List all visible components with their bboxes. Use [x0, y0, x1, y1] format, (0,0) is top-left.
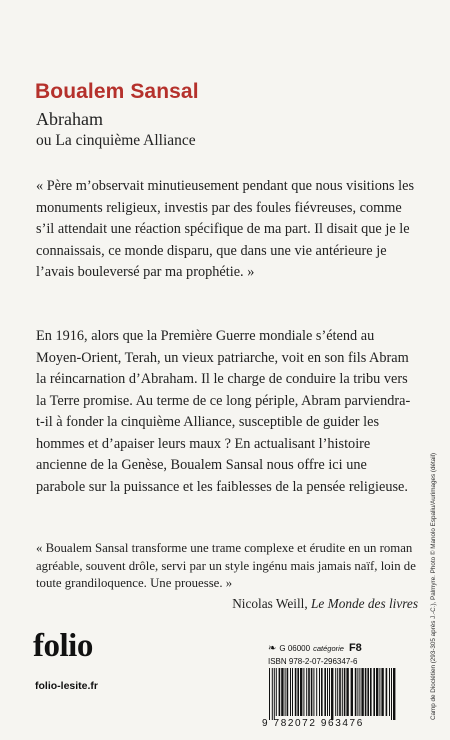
barcode-bar — [287, 668, 289, 716]
barcode-bar — [359, 668, 360, 716]
book-subtitle: ou La cinquième Alliance — [36, 132, 196, 149]
barcode-bar — [313, 668, 314, 716]
barcode-bar — [311, 668, 313, 716]
barcode-bar — [393, 668, 395, 720]
barcode-bar — [300, 668, 302, 716]
barcode-bar — [386, 668, 388, 716]
barcode-bar — [379, 668, 380, 716]
barcode-bar — [346, 668, 348, 716]
barcode-bar — [342, 668, 343, 716]
barcode-bar — [327, 668, 328, 716]
publisher-logo: folio — [33, 628, 93, 664]
barcode-bar — [344, 668, 346, 716]
barcode-bar — [292, 668, 293, 716]
barcode-bar — [316, 668, 317, 716]
barcode-bar — [373, 668, 375, 716]
barcode-bar — [357, 668, 358, 716]
barcode-bar — [272, 668, 273, 720]
barcode-bar — [337, 668, 338, 716]
barcode-bar — [376, 668, 378, 716]
barcode-bar — [281, 668, 283, 716]
barcode-bar — [355, 668, 357, 716]
barcode-bar — [276, 668, 277, 716]
category-label: catégorie — [313, 644, 344, 653]
barcode-bar — [285, 668, 286, 716]
tax-class-icon: ❧ — [268, 643, 277, 654]
barcode-bar — [361, 668, 363, 716]
reviewer-name: Nicolas Weill, — [232, 596, 308, 611]
barcode-bar — [351, 668, 353, 716]
barcode-bar — [381, 668, 383, 716]
review-publication: Le Monde des livres — [311, 596, 418, 611]
book-title: Abraham — [36, 109, 103, 129]
summary-paragraph: En 1916, alors que la Première Guerre mondiale s’étend au Moyen-Orient, Terah, un vieux patriarche, voit en son fils Abram la réincarnation d’Abraham. Il le charge de conduire la tribu vers la Terre promise. Au terme de ce long périple, Abram parviendra-t-il à fonder la cinquième Alliance, susceptible de guider les hommes et d’apaiser leurs maux ? En actualisant l’histoire ancienne de la Genèse, Boualem Sansal nous offre ici une parabole sur la puissance et les faiblesses de la pensée religieuse. — [36, 328, 411, 495]
barcode-bar — [331, 668, 333, 720]
barcode-bar — [295, 668, 297, 716]
barcode-bar — [303, 668, 304, 716]
barcode-bar — [370, 668, 372, 716]
publisher-website: folio-lesite.fr — [35, 680, 99, 692]
barcode-bar — [324, 668, 326, 716]
barcode-bar — [297, 668, 299, 716]
barcode-digits: 9 782072 963476 — [262, 718, 364, 729]
product-code: G 06000 — [279, 644, 311, 653]
barcode — [268, 668, 396, 720]
review-attribution — [232, 596, 418, 612]
barcode-bar — [367, 668, 369, 716]
barcode-bar — [306, 668, 307, 716]
product-codes — [268, 642, 362, 666]
barcode-bar — [389, 668, 390, 716]
isbn: ISBN 978-2-07-296347-6 — [268, 657, 358, 666]
barcode-bar — [319, 668, 320, 716]
category-row — [268, 642, 362, 657]
author-name: Boualem Sansal — [35, 80, 199, 103]
photo-credit: Camp de Dioclétien (293-305 après J.-C.), Palmyre. Photo © Manolo Espaliu/Aurimages (détail) — [430, 452, 437, 720]
category-value: F8 — [348, 642, 362, 654]
barcode-bar — [308, 668, 310, 716]
barcode-bar — [339, 668, 341, 716]
barcode-bar — [290, 668, 291, 716]
barcode-bar — [391, 668, 392, 720]
barcode-bar — [321, 668, 323, 716]
excerpt-quote: « Père m’observait minutieusement pendant que nous visitions les monuments religieux, investis par des foules fiévreuses, comme s’il attendait une réaction spécifique de ma part. Il disait que je le connaissais, ce monde disparu, que dans une vie antérieure je l’avais bouleversé par ma prophétie. » — [36, 178, 415, 280]
review-quote: « Boualem Sansal transforme une trame complexe et érudite en un roman agréable, souvent drôle, servi par un style ingénu mais jamais naïf, loin de toute grandiloquence. Une prouesse. » — [36, 541, 416, 590]
barcode-bar — [279, 668, 281, 716]
barcode-bar — [274, 668, 275, 720]
barcode-bar — [365, 668, 367, 716]
barcode-bar — [335, 668, 336, 716]
barcode-bar — [269, 668, 270, 720]
barcode-bar — [329, 668, 330, 716]
